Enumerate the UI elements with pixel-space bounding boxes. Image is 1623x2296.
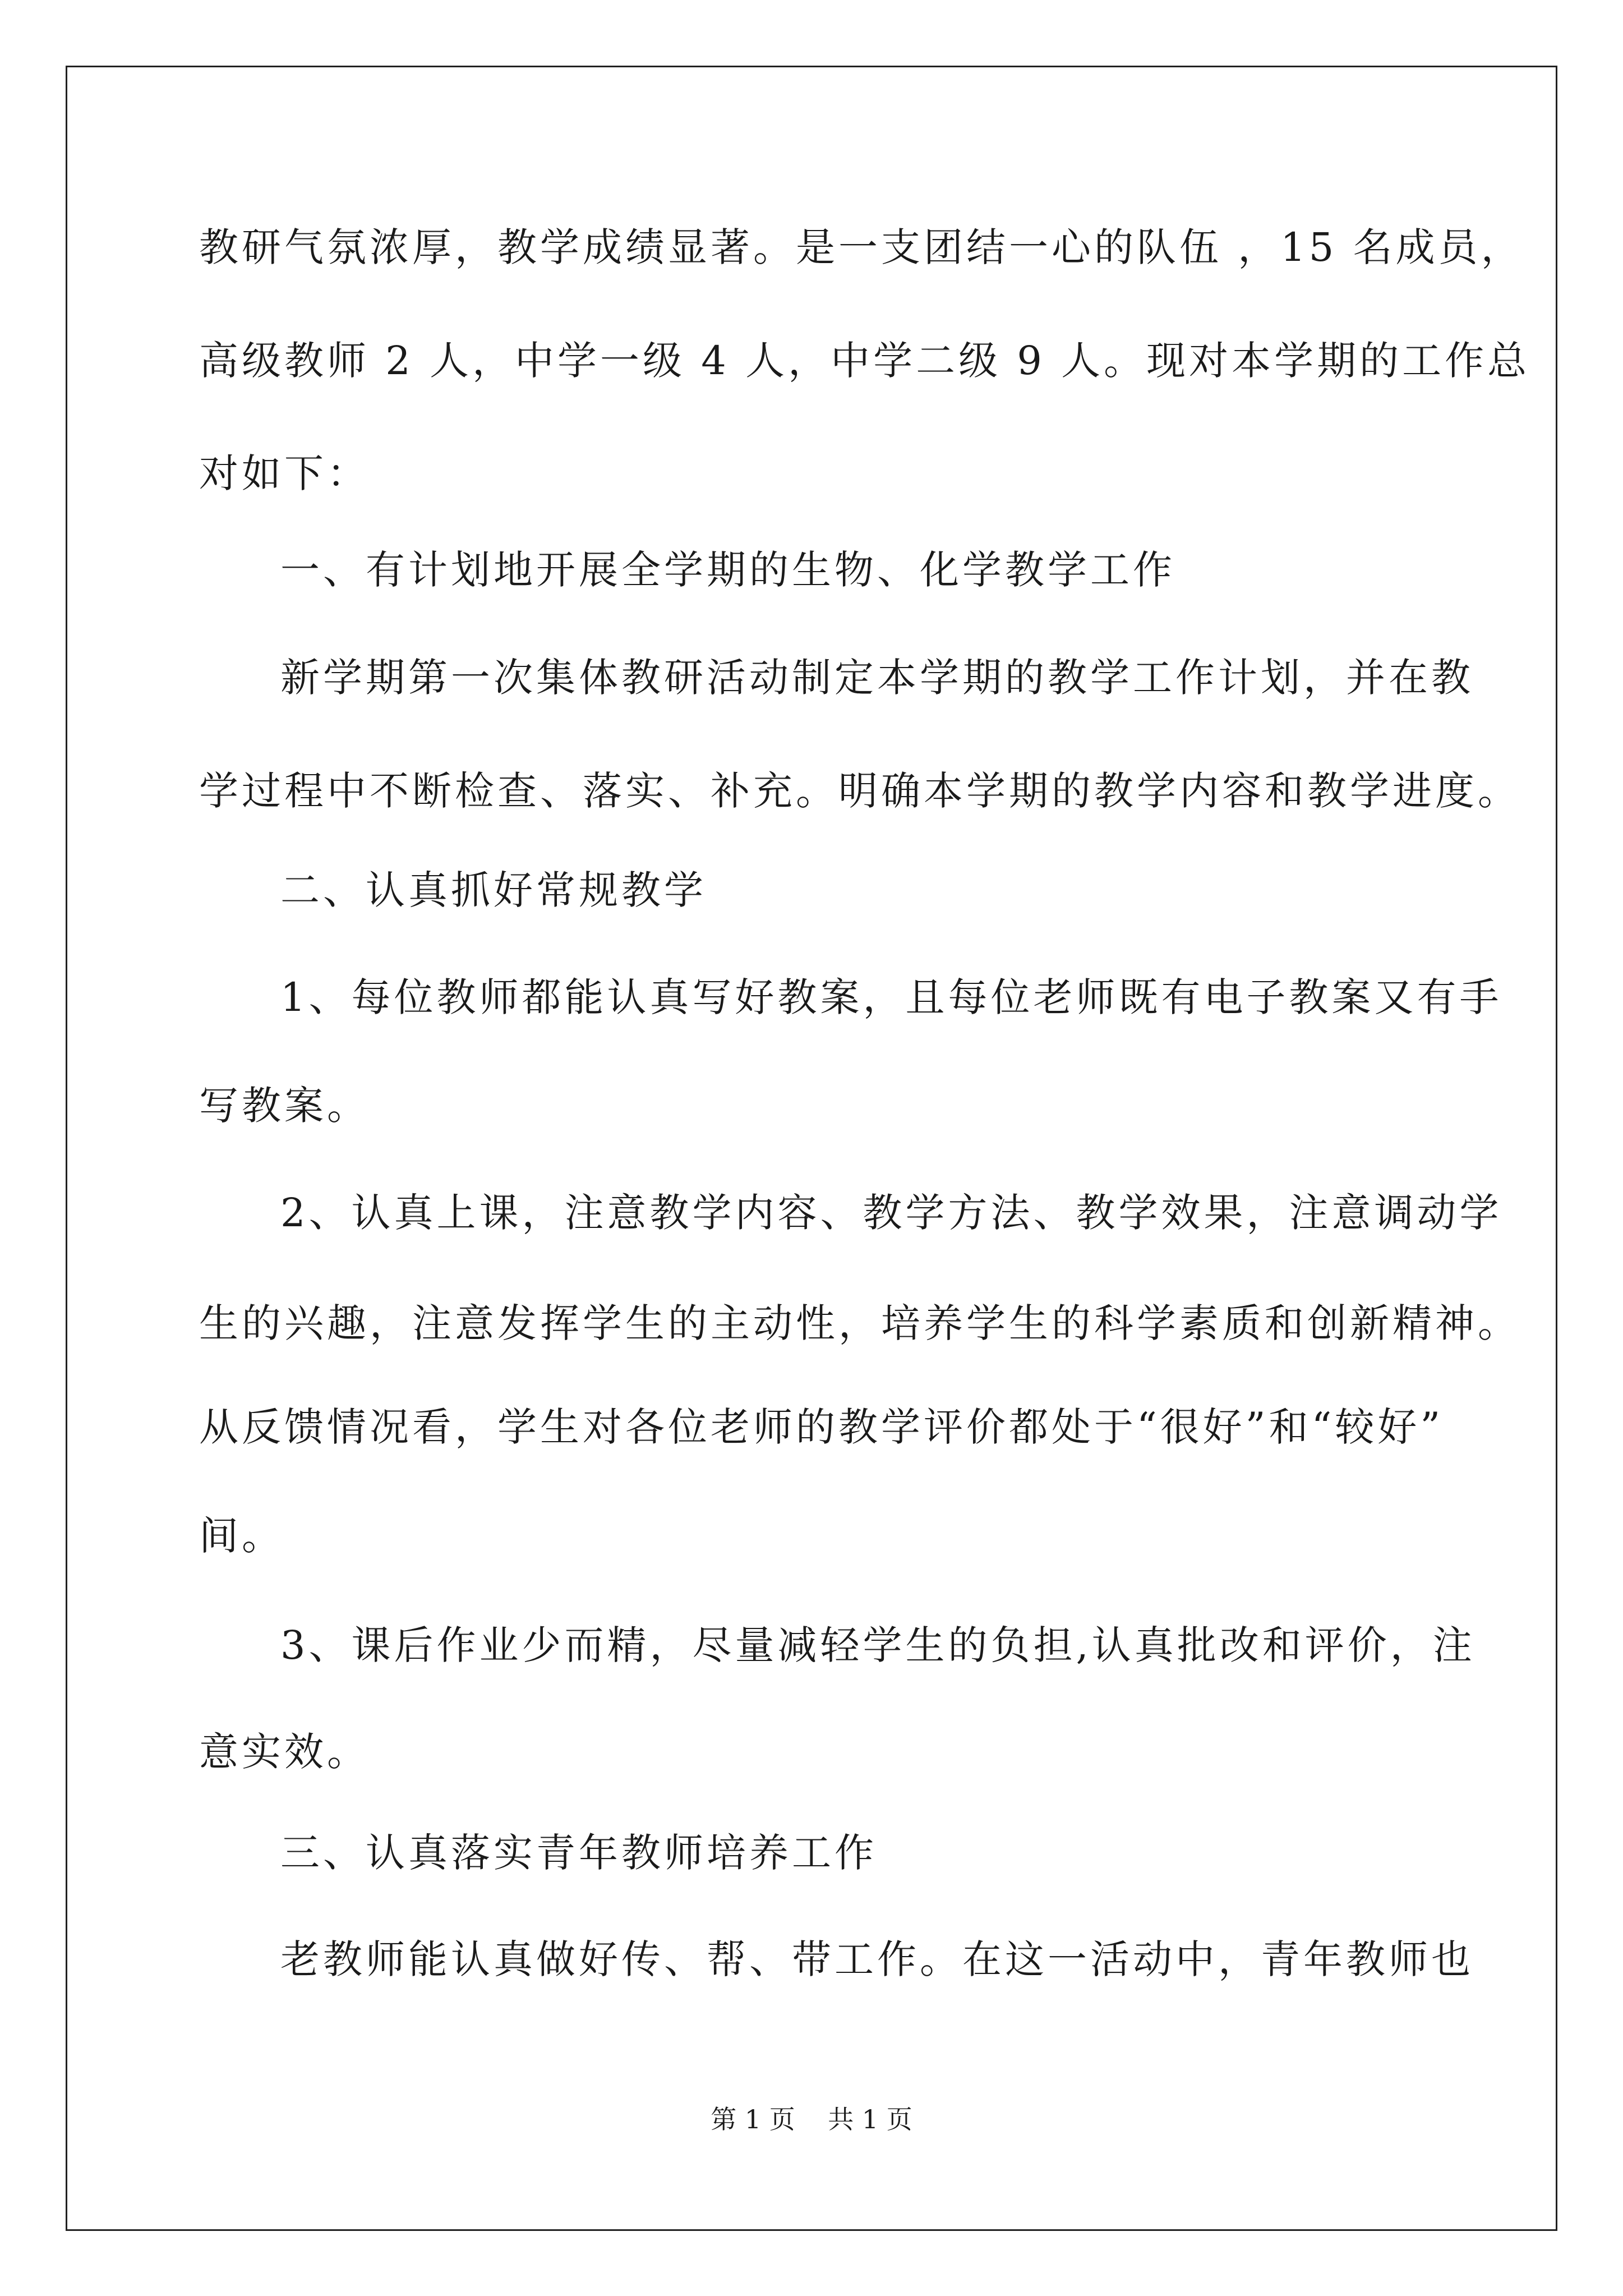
section-heading: 三、认真落实青年教师培养工作 xyxy=(280,1830,877,1876)
text-line: 意实效。 xyxy=(199,1729,370,1775)
text-line: 生的兴趣，注意发挥学生的主动性，培养学生的科学素质和创新精神。 xyxy=(199,1300,1520,1346)
text-line: 2、认真上课，注意教学内容、教学方法、教学效果，注意调动学 xyxy=(280,1190,1502,1236)
section-heading: 一、有计划地开展全学期的生物、化学教学工作 xyxy=(280,547,1175,593)
text-line: 写教案。 xyxy=(199,1083,370,1129)
page-border xyxy=(66,66,1557,2231)
text-line: 从反馈情况看，学生对各位老师的教学评价都处于“很好”和“较好” xyxy=(199,1404,1444,1450)
text-line: 对如下： xyxy=(199,450,370,496)
text-line: 间。 xyxy=(199,1513,284,1559)
text-line: 1、每位教师都能认真写好教案，且每位老师既有电子教案又有手 xyxy=(280,974,1502,1020)
text-line: 高级教师 2 人，中学一级 4 人，中学二级 9 人。现对本学期的工作总 xyxy=(199,338,1530,384)
text-line: 老教师能认真做好传、帮、带工作。在这一活动中，青年教师也 xyxy=(280,1936,1474,1982)
text-line: 教研气氛浓厚，教学成绩显著。是一支团结一心的队伍 ，15 名成员， xyxy=(199,224,1524,270)
section-heading: 二、认真抓好常规教学 xyxy=(280,867,707,913)
text-line: 3、课后作业少而精，尽量减轻学生的负担,认真批改和评价，注 xyxy=(280,1622,1476,1668)
page-footer: 第 1 页 共 1 页 xyxy=(711,2104,912,2134)
text-line: 学过程中不断检查、落实、补充。明确本学期的教学内容和教学进度。 xyxy=(199,768,1520,814)
text-line: 新学期第一次集体教研活动制定本学期的教学工作计划，并在教 xyxy=(280,655,1474,701)
